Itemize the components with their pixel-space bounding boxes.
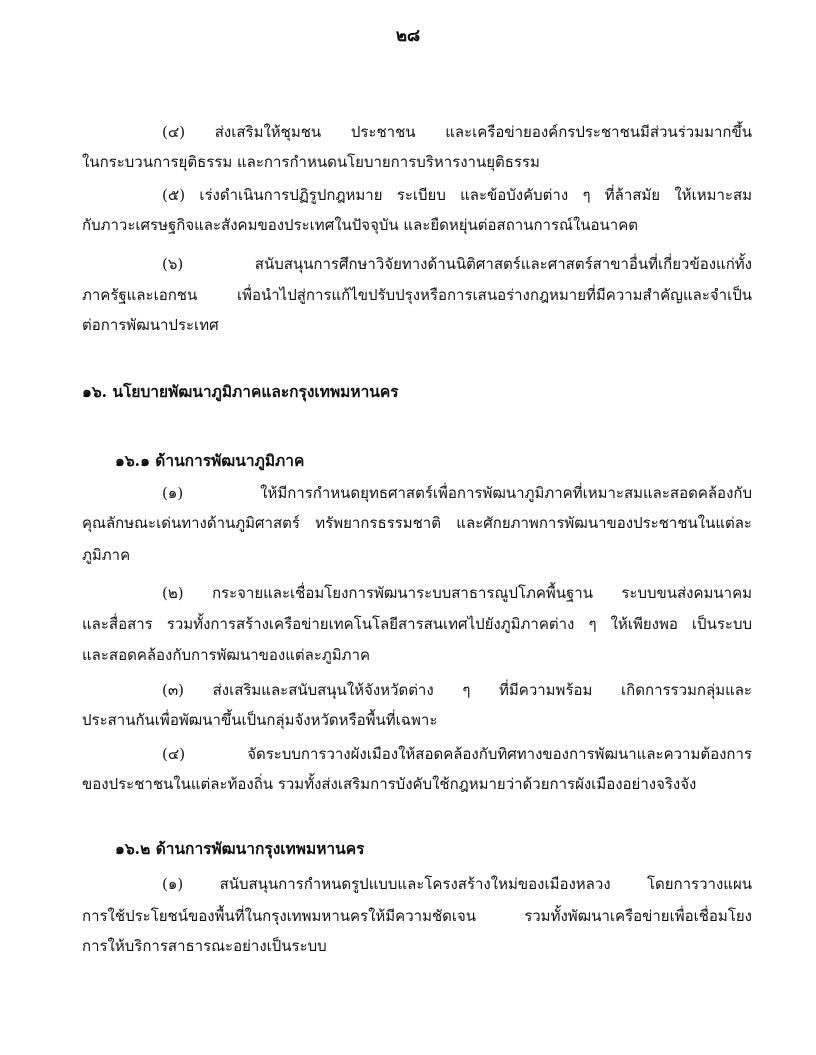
subsection-1-item-4-line-1: (๔) จัดระบบการวางผังเมืองให้สอดคล้องกับทิศทางของการพัฒนาและความต้องการ	[162, 745, 752, 763]
subsection-heading-16-1: ๑๖.๑ ด้านการพัฒนาภูมิภาค	[115, 451, 305, 470]
paragraph-item-5-line-1: (๕) เร่งดำเนินการปฏิรูปกฎหมาย ระเบียบ และข้อบังคับต่าง ๆ ที่ล้าสมัย ให้เหมาะสม	[162, 186, 752, 204]
paragraph-item-6-line-2: ภาครัฐและเอกชน เพื่อนำไปสู่การแก้ไขปรับปรุงหรือการเสนอร่างกฎหมายที่มีความสำคัญและจำเป็น	[82, 286, 752, 304]
subsection-1-item-2-line-3: และสอดคล้องกับการพัฒนาของแต่ละภูมิภาค	[82, 646, 371, 664]
subsection-1-item-2-line-1: (๒) กระจายและเชื่อมโยงการพัฒนาระบบสาธารณูปโภคพื้นฐาน ระบบขนส่งคมนาคม	[162, 584, 752, 602]
subsection-2-item-1-line-2: การใช้ประโยชน์ของพื้นที่ในกรุงเทพมหานครให้มีความชัดเจน รวมทั้งพัฒนาเครือข่ายเพื่อเชื่อมโยง	[82, 907, 752, 925]
subsection-1-item-1-line-2: คุณลักษณะเด่นทางด้านภูมิศาสตร์ ทรัพยากรธรรมชาติ และศักยภาพการพัฒนาของประชาชนในแต่ละ	[82, 514, 752, 532]
paragraph-item-6-line-1: (๖) สนับสนุนการศึกษาวิจัยทางด้านนิติศาสตร์และศาสตร์สาขาอื่นที่เกี่ยวข้องแก่ทั้ง	[162, 255, 752, 273]
paragraph-item-6-line-3: ต่อการพัฒนาประเทศ	[82, 316, 219, 334]
subsection-2-item-1-line-3: การให้บริการสาธารณะอย่างเป็นระบบ	[82, 937, 327, 955]
subsection-1-item-3-line-2: ประสานกันเพื่อพัฒนาขึ้นเป็นกลุ่มจังหวัดหรือพื้นที่เฉพาะ	[82, 711, 438, 729]
page-number: ๒๘	[395, 26, 421, 46]
paragraph-item-4-line-1: (๔) ส่งเสริมให้ชุมชน ประชาชน และเครือข่ายองค์กรประชาชนมีส่วนร่วมมากขึ้น	[162, 123, 752, 141]
paragraph-item-4-line-2: ในกระบวนการยุติธรรม และการกำหนดนโยบายการบริหารงานยุติธรรม	[82, 153, 540, 171]
subsection-1-item-1-line-1: (๑) ให้มีการกำหนดยุทธศาสตร์เพื่อการพัฒนาภูมิภาคที่เหมาะสมและสอดคล้องกับ	[162, 484, 752, 502]
paragraph-item-5-line-2: กับภาวะเศรษฐกิจและสังคมของประเทศในปัจจุบัน และยืดหยุ่นต่อสถานการณ์ในอนาคต	[82, 216, 638, 234]
subsection-1-item-1-line-3: ภูมิภาค	[82, 546, 131, 564]
subsection-1-item-4-line-2: ของประชาชนในแต่ละท้องถิ่น รวมทั้งส่งเสริมการบังคับใช้กฎหมายว่าด้วยการผังเมืองอย่างจริงจัง	[82, 775, 697, 793]
subsection-1-item-3-line-1: (๓) ส่งเสริมและสนับสนุนให้จังหวัดต่าง ๆ ที่มีความพร้อม เกิดการรวมกลุ่มและ	[162, 681, 752, 699]
subsection-heading-16-2: ๑๖.๒ ด้านการพัฒนากรุงเทพมหานคร	[115, 839, 365, 858]
subsection-2-item-1-line-1: (๑) สนับสนุนการกำหนดรูปแบบและโครงสร้างใหม่ของเมืองหลวง โดยการวางแผน	[162, 875, 752, 893]
subsection-1-item-2-line-2: และสื่อสาร รวมทั้งการสร้างเครือข่ายเทคโนโลยีสารสนเทศไปยังภูมิภาคต่าง ๆ ให้เพียงพอ เป็นระบบ	[82, 615, 752, 633]
section-heading: ๑๖. นโยบายพัฒนาภูมิภาคและกรุงเทพมหานคร	[82, 382, 399, 401]
